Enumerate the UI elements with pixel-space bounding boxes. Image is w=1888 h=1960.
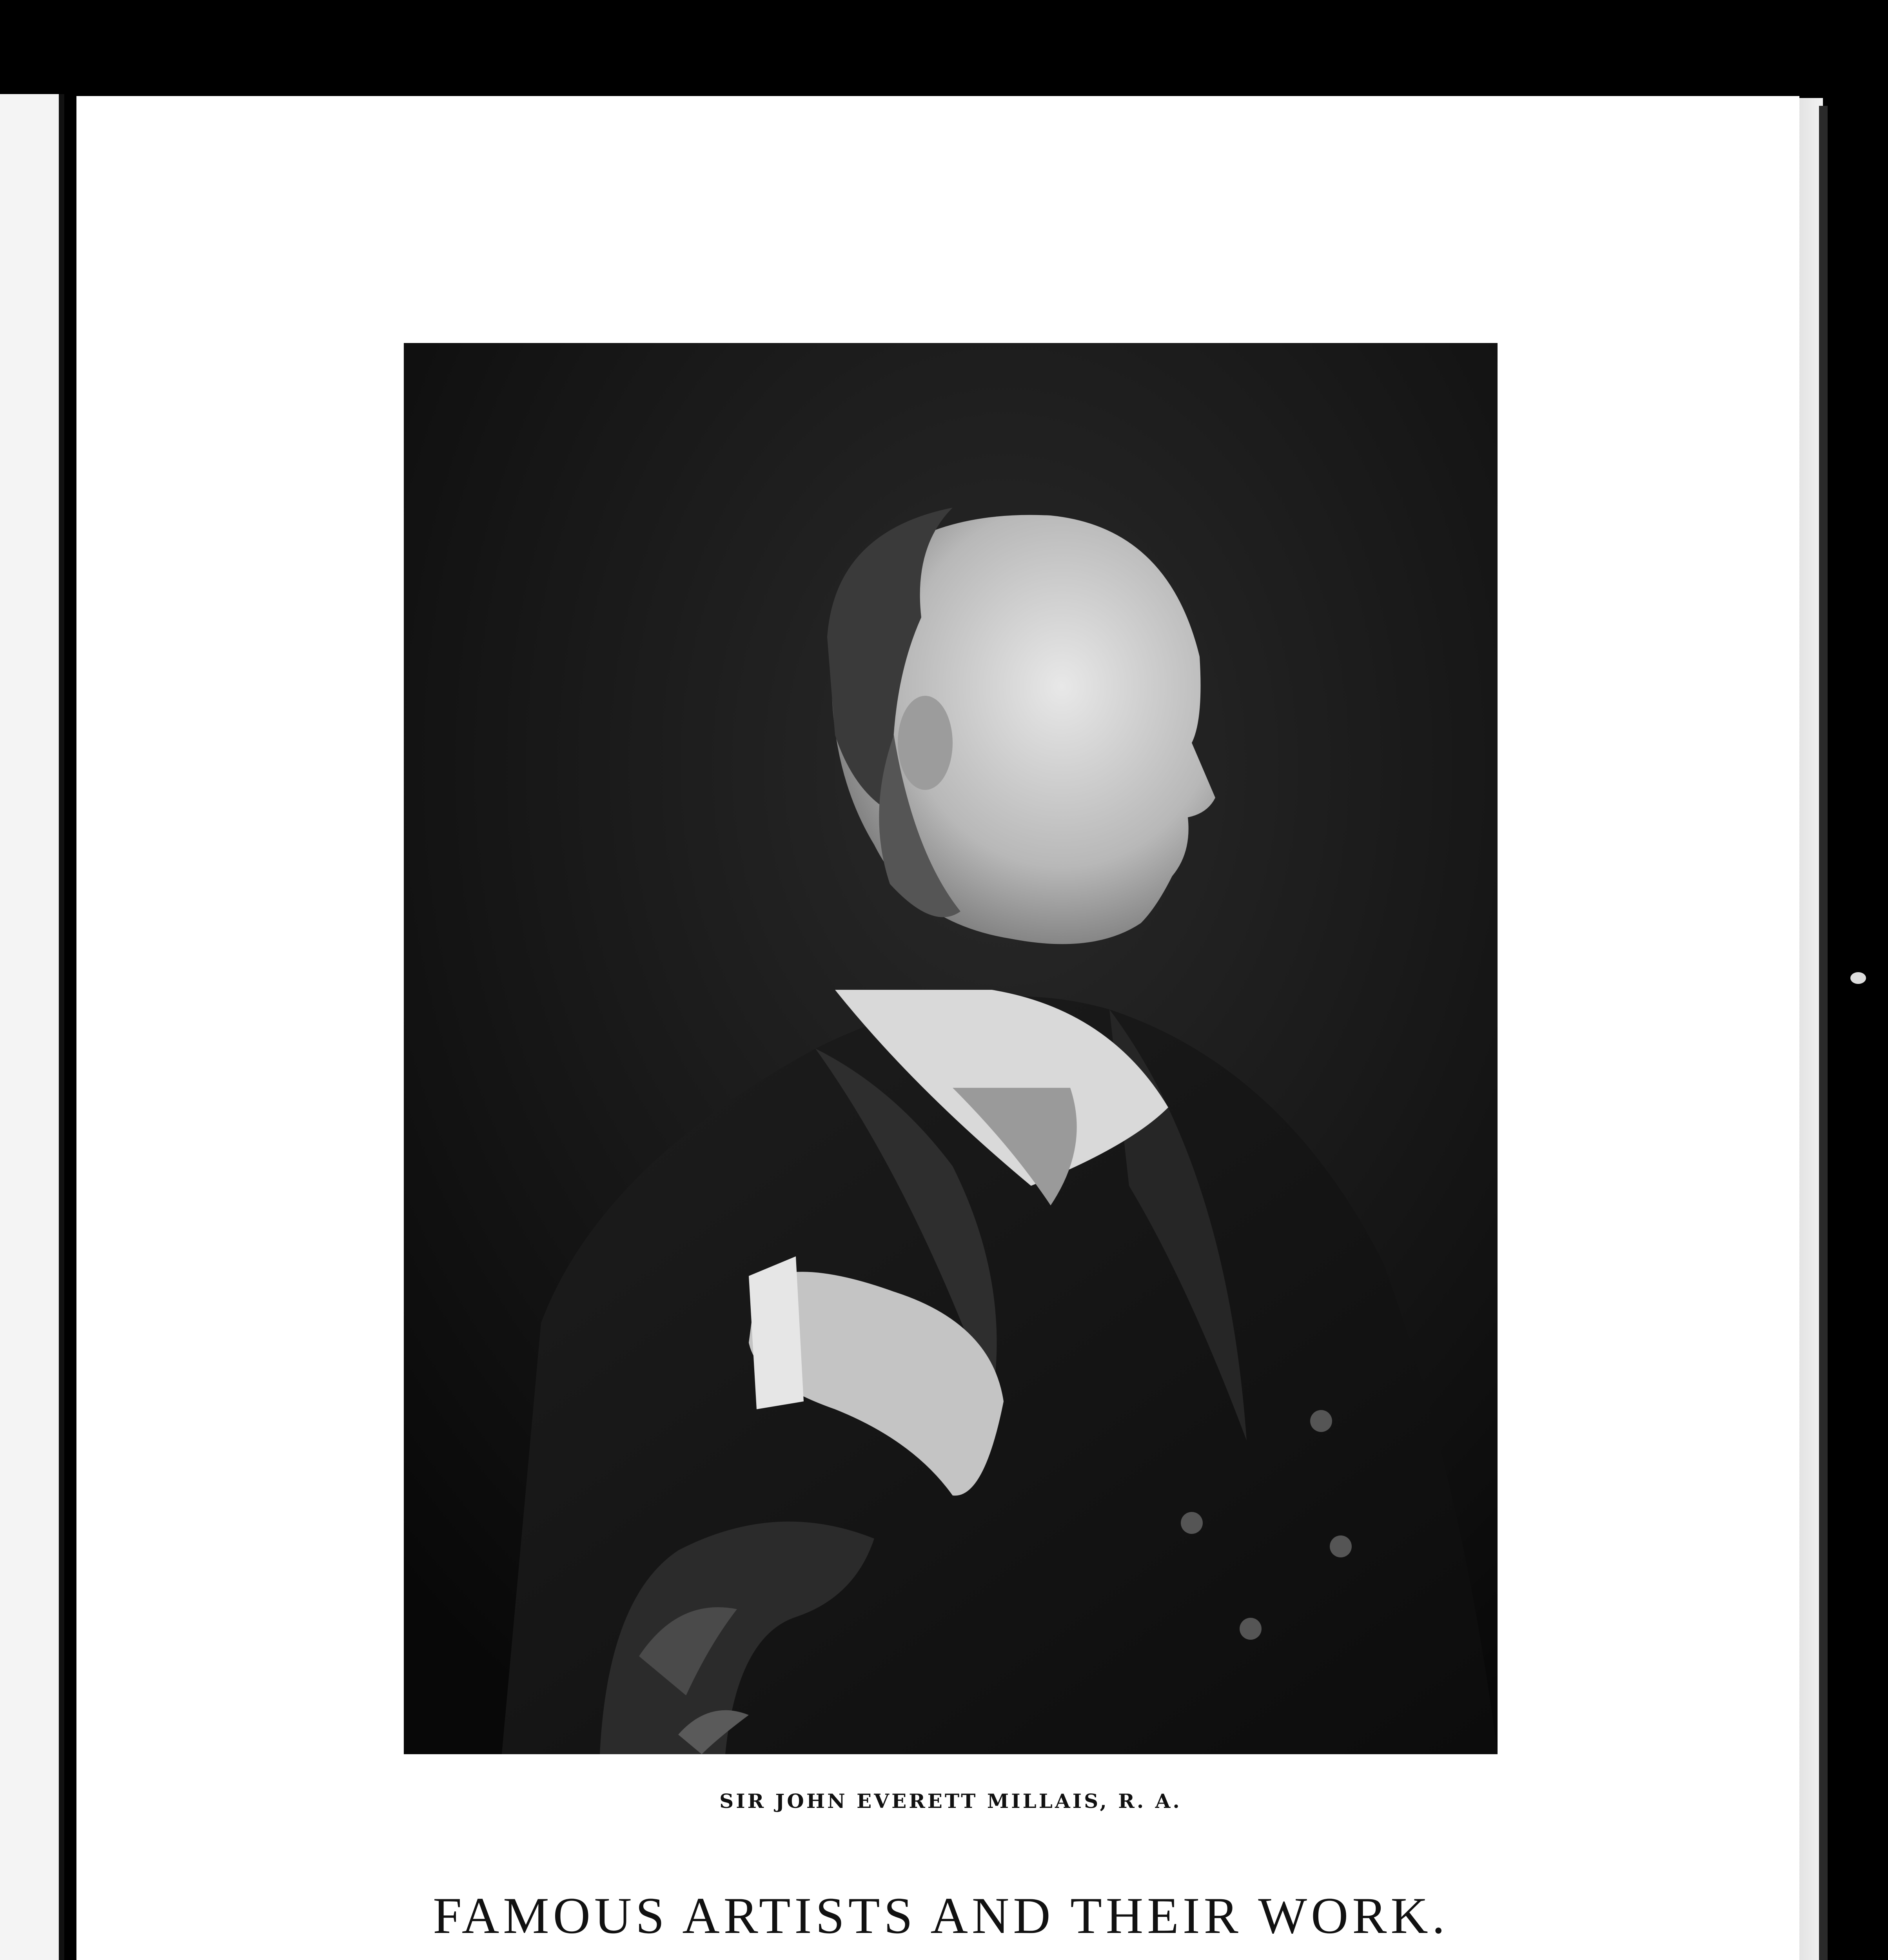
portrait-photo	[404, 343, 1498, 1754]
binding-shadow	[1819, 106, 1828, 1960]
left-page-edge	[0, 94, 64, 1960]
photo-caption: SIR JOHN EVERETT MILLAIS, R. A.	[719, 1789, 1182, 1813]
article-title: FAMOUS ARTISTS AND THEIR WORK.	[433, 1887, 1449, 1944]
speck	[1850, 972, 1866, 984]
portrait-illustration	[404, 343, 1498, 1754]
